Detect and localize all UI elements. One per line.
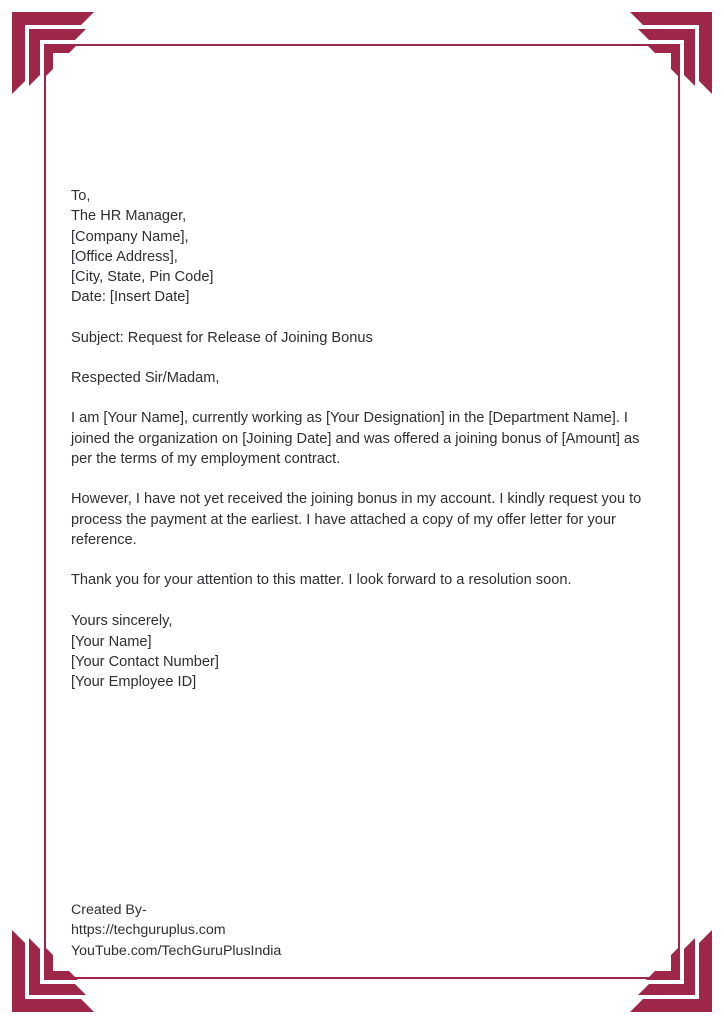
recipient-line-3: [Company Name], — [71, 228, 189, 245]
body-paragraph-1: I am [Your Name], currently working as [Your Designation] in the [Department Name]. I joined the organization on [Joining Date] and was offered a joining bonus of [Amount] as per the terms of my employment contract. — [71, 410, 640, 467]
signoff-employee-id: [Your Employee ID] — [71, 674, 197, 691]
signoff-contact-number: [Your Contact Number] — [71, 654, 219, 671]
signoff-closing: Yours sincerely, — [71, 613, 173, 630]
corner-ornament-top-right — [630, 12, 712, 94]
recipient-line-2: The HR Manager, — [71, 208, 187, 225]
subject-line: Subject: Request for Release of Joining Bonus — [71, 329, 373, 346]
recipient-date-line: Date: [Insert Date] — [71, 289, 190, 306]
footer-created-by-label: Created By- — [71, 902, 147, 918]
signoff-block — [71, 611, 649, 692]
corner-ornament-bottom-right — [630, 930, 712, 1012]
letter-body — [71, 186, 649, 693]
signoff-name: [Your Name] — [71, 633, 152, 650]
corner-ornament-top-left — [12, 12, 94, 94]
recipient-address-block — [71, 186, 649, 308]
recipient-line-5: [City, State, Pin Code] — [71, 269, 214, 286]
body-paragraph-3: Thank you for your attention to this matter. I look forward to a resolution soon. — [71, 572, 572, 589]
footer-website-link[interactable]: https://techguruplus.com — [71, 922, 226, 939]
body-paragraph-2: However, I have not yet received the joining bonus in my account. I kindly request you to process the payment at the earliest. I have attached a copy of my offer letter for your reference. — [71, 491, 642, 548]
footer-credit-block — [71, 900, 281, 961]
footer-youtube-link[interactable]: YouTube.com/TechGuruPlusIndia — [71, 942, 282, 959]
recipient-line-1: To, — [71, 188, 91, 204]
salutation: Respected Sir/Madam, — [71, 370, 220, 387]
recipient-line-4: [Office Address], — [71, 248, 178, 265]
